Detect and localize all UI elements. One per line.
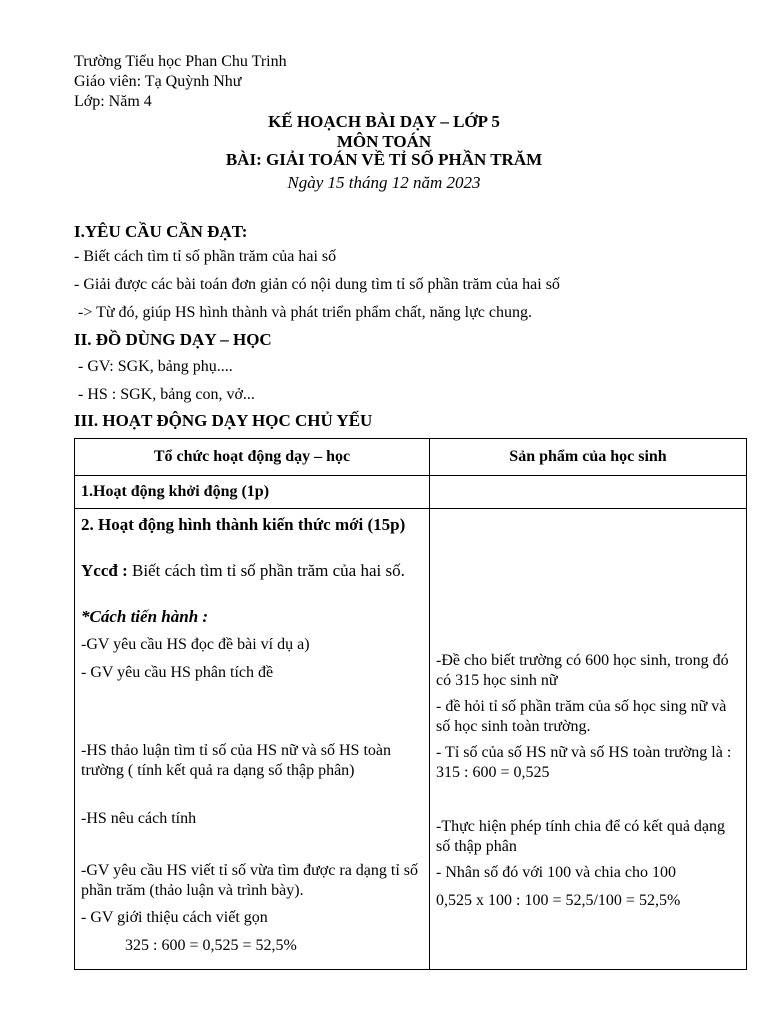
section3-heading: III. HOẠT ĐỘNG DẠY HỌC CHỦ YẾU — [74, 411, 373, 430]
teaching-step: - GV giới thiệu cách viết gọn — [81, 909, 268, 926]
table-header-cell: Sản phẩm của học sinh — [430, 439, 747, 476]
teaching-step: - GV yêu cầu HS phân tích đề — [81, 664, 274, 681]
objective-label: Yccđ : — [81, 561, 128, 580]
table-row — [75, 476, 747, 509]
activity-cell — [75, 509, 430, 970]
method-heading: *Cách tiến hành : — [81, 607, 209, 626]
materials-item: - GV: SGK, bảng phụ.... — [74, 358, 233, 375]
student-product: - Tỉ số của số HS nữ và số HS toàn trường là : 315 : 600 = 0,525 — [436, 744, 732, 781]
table-header-cell: Tổ chức hoạt động dạy – học — [75, 439, 430, 476]
grade-label: Lớp: Năm 4 — [74, 93, 152, 110]
teacher-name: Giáo viên: Tạ Quỳnh Như — [74, 73, 242, 90]
student-product: - đề hỏi tỉ số phần trăm của số học sing nữ và số học sinh toàn trường. — [436, 698, 727, 735]
teaching-step: -HS nêu cách tính — [81, 810, 197, 827]
subject-title: MÔN TOÁN — [336, 132, 432, 151]
objective-item: - Giải được các bài toán đơn giản có nội dung tìm tỉ số phần trăm của hai số — [74, 276, 560, 293]
example-formula: 325 : 600 = 0,525 = 52,5% — [125, 937, 297, 954]
activity-objective — [81, 561, 423, 581]
lesson-title: BÀI: GIẢI TOÁN VỀ TỈ SỐ PHẦN TRĂM — [225, 150, 543, 169]
student-product: -Đề cho biết trường có 600 học sinh, trong đó có 315 học sinh nữ — [436, 652, 729, 689]
section2-heading: II. ĐỒ DÙNG DẠY – HỌC — [74, 330, 272, 349]
warmup-activity: 1.Hoạt động khởi động (1p) — [75, 476, 430, 509]
student-product: - Nhân số đó với 100 và chia cho 100 — [436, 864, 676, 881]
school-name: Trường Tiểu học Phan Chu Trinh — [74, 53, 287, 70]
lesson-date: Ngày 15 tháng 12 năm 2023 — [287, 173, 481, 192]
teaching-step: -GV yêu cầu HS đọc đề bài ví dụ a) — [81, 636, 310, 653]
teaching-step: -HS thảo luận tìm tỉ số của HS nữ và số HS toàn trường ( tính kết quả ra dạng số thập phân) — [81, 742, 391, 779]
objective-text: Biết cách tìm tỉ số phần trăm của hai số. — [127, 561, 405, 580]
activities-table — [74, 438, 747, 970]
warmup-product — [430, 476, 747, 509]
table-row — [75, 509, 747, 970]
student-product: -Thực hiện phép tính chia để có kết quả dạng số thập phân — [436, 818, 726, 855]
student-product: 0,525 x 100 : 100 = 52,5/100 = 52,5% — [436, 892, 681, 909]
section1-heading: I.YÊU CẦU CẦN ĐẠT: — [74, 222, 248, 241]
objective-item: - Biết cách tìm tỉ số phần trăm của hai số — [74, 248, 337, 265]
product-cell — [430, 509, 747, 970]
activity-title: 2. Hoạt động hình thành kiến thức mới (15p) — [81, 515, 406, 534]
objective-item: -> Từ đó, giúp HS hình thành và phát triển phẩm chất, năng lực chung. — [74, 304, 532, 321]
materials-item: - HS : SGK, bảng con, vở... — [74, 386, 255, 403]
plan-title: KẾ HOẠCH BÀI DẠY – LỚP 5 — [268, 112, 500, 131]
table-header-row — [75, 439, 747, 476]
teaching-step: -GV yêu cầu HS viết tỉ số vừa tìm được ra dạng tỉ số phần trăm (thảo luận và trình bày). — [81, 862, 419, 899]
